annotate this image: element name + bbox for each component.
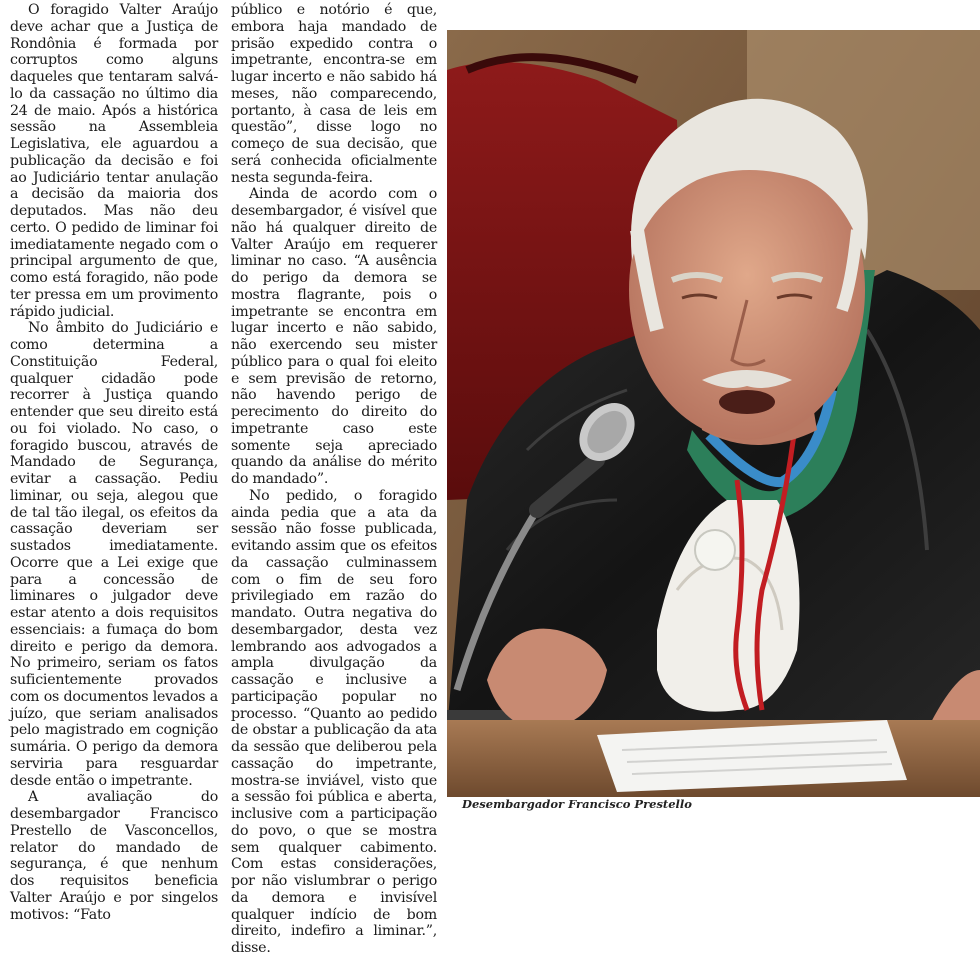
paragraph: A avaliação do desembargador Francisco Prestello de Vasconcellos, relator do mandado de segurança, é que nenhum dos requisitos beneficia Valter Araújo e por singelos motivos: “Fato <box>10 789 218 923</box>
photo-desembargador <box>447 30 980 797</box>
photo-caption: Desembargador Francisco Prestello <box>462 797 692 811</box>
paragraph: Ainda de acordo com o desembargador, é visível que não há qualquer direito de Valter Araújo em requerer liminar no caso. “A ausência do perigo da demora se mostra flagrante, pois o impetrante se encontra em lugar incerto e não sabido, não exercendo seu mister público para o qual foi eleito e sem previsão de retorno, não havendo perigo de perecimento do direito do impetrante caso este somente seja apreciado quando da análise do mérito do mandado”. <box>231 186 437 487</box>
article-column-1 <box>10 2 218 923</box>
article-column-2 <box>231 2 437 957</box>
paragraph: público e notório é que, embora haja mandado de prisão expedido contra o impetrante, encontra-se em lugar incerto e não sabido há meses, não comparecendo, portanto, à casa de leis em questão”, disse logo no começo de sua decisão, que será conhecida oficialmente nesta segunda-feira. <box>231 2 437 186</box>
photo-illustration <box>447 30 980 797</box>
paragraph: O foragido Valter Araújo deve achar que a Justiça de Rondônia é formada por corruptos como alguns daqueles que tentaram salvá-lo da cassação no último dia 24 de maio. Após a histórica sessão na Assembleia Legislativa, ele aguardou a publicação da decisão e foi ao Judiciário tentar anulação a decisão da maioria dos deputados. Mas não deu certo. O pedido de liminar foi imediatamente negado com o principal argumento de que, como está foragido, não pode ter pressa em um provimento rápido judicial. <box>10 2 218 320</box>
paragraph: No pedido, o foragido ainda pedia que a ata da sessão não fosse publicada, evitando assim que os efeitos da cassação culminassem com o fim de seu foro privilegiado em razão do mandato. Outra negativa do desembargador, desta vez lembrando aos advogados a ampla divulgação da cassação e inclusive a participação popular no processo. “Quanto ao pedido de obstar a publicação da ata da sessão que deliberou pela cassação do impetrante, mostra-se inviável, visto que a sessão foi pública e aberta, inclusive com a participação do povo, o que se mostra sem qualquer cabimento. Com estas considerações, por não vislumbrar o perigo da demora e invisível qualquer indício de bom direito, indefiro a liminar.”, disse. <box>231 487 437 956</box>
paragraph: No âmbito do Judiciário e como determina a Constituição Federal, qualquer cidadão pode recorrer à Justiça quando entender que seu direito está ou foi violado. No caso, o foragido buscou, através de Mandado de Segurança, evitar a cassação. Pediu liminar, ou seja, alegou que de tal tão ilegal, os efeitos da cassação deveriam ser sustados imediatamente. Ocorre que a Lei exige que para a concessão de liminares o julgador deve estar atento a dois requisitos essenciais: a fumaça do bom direito e perigo da demora. No primeiro, seriam os fatos suficientemente provados com os documentos levados a juízo, que seriam analisados pelo magistrado em cognição sumária. O perigo da demora serviria para resguardar desde então o impetrante. <box>10 320 218 789</box>
